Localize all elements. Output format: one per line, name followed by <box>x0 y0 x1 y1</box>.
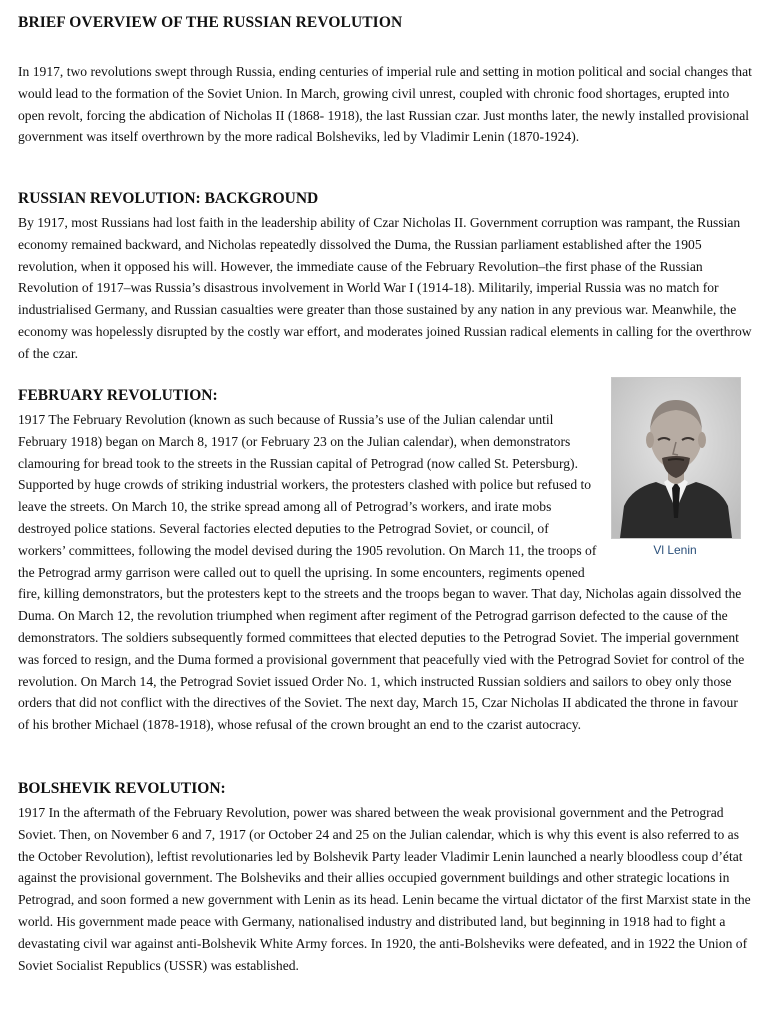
portrait-caption: Vl Lenin <box>653 543 697 557</box>
section-heading-bolshevik: BOLSHEVIK REVOLUTION: <box>18 780 226 797</box>
section-body-bolshevik: 1917 In the aftermath of the February Revolution, power was shared between the weak provisional government and the Petrograd Soviet. Then, on November 6 and 7, 1917 (or October 24 and 25 on the Julian calendar, which is why this event is also referred to as the October Revolution), leftist revolutionaries led by Bolshevik Party leader Vladimir Lenin launched a nearly bloodless coup d’état against the provisional government. The Bolsheviks and their allies occupied government buildings and other strategic locations in Petrograd, and soon formed a new government with Lenin as its head. Lenin became the virtual dictator of the first Marxist state in the world. His government made peace with Germany, nationalised industry and distributed land, but beginning in 1918 had to fight a devastating civil war against anti-Bolshevik White Army forces. In 1920, the anti-Bolsheviks were defeated, and in 1922 the Union of Soviet Socialist Republics (USSR) was established. <box>18 805 751 973</box>
section-body-background: By 1917, most Russians had lost faith in the leadership ability of Czar Nicholas II. Government corruption was rampant, the Russian economy remained backward, and Nicholas repeatedly dissolved the Duma, the Russian parliament established after the 1905 revolution, when it opposed his will. However, the immediate cause of the February Revolution–the first phase of the Russian Revolution of 1917–was Russia’s disastrous involvement in World War I (1914-18). Militarily, imperial Russia was no match for industrialised Germany, and Russian casualties were greater than those sustained by any nation in any previous war. Meanwhile, the economy was hopelessly disrupted by the costly war effort, and moderates joined Russian radical elements in calling for the overthrow of the czar. <box>18 215 752 361</box>
section-body-february-text: 1917 The February Revolution (known as such because of Russia’s use of the Julian calendar until February 1918) began on March 8, 1917 (or February 23 on the Julian calendar), when demonstrators clamouring for bread took to the streets in the Russian capital of Petrograd (now called St. Petersburg). Supported by huge crowds of striking industrial workers, the protesters clashed with police but refused to leave the streets. On March 10, the strike spread among all of Petrograd’s workers, and irate mobs destroyed police stations. Several factories elected deputies to the Petrograd Soviet, or council, of workers’ committees, following the model devised during the 1905 revolution. On March 11, the troops of the Petrograd army garrison were called out to quell the uprising. In some encounters, regiments opened fire, killing demonstrators, but the protesters kept to the streets and the troops began to waver. That day, Nicholas again dissolved the Duma. On March 12, the revolution triumphed when regiment after regiment of the Petrograd garrison defected to the cause of the demonstrators. The soldiers subsequently formed committees that elected deputies to the Petrograd Soviet. The imperial government was forced to resign, and the Duma formed a provisional government that peacefully vied with the Petrograd Soviet for control of the revolution. On March 14, the Petrograd Soviet issued Order No. 1, which instructed Russian soldiers and sailors to obey only those orders that did not conflict with the directives of the Soviet. The next day, March 15, Czar Nicholas II abdicated the throne in favour of his brother Michael (1878-1918), whose refusal of the crown brought an end to the czarist autocracy. <box>18 412 745 733</box>
document-title: BRIEF OVERVIEW OF THE RUSSIAN REVOLUTION <box>18 14 403 31</box>
section-heading-february: FEBRUARY REVOLUTION: <box>18 387 218 404</box>
lenin-portrait-image <box>611 377 741 539</box>
section-heading-background: RUSSIAN REVOLUTION: BACKGROUND <box>18 190 319 207</box>
portrait-photo-icon <box>612 378 740 538</box>
intro-paragraph: In 1917, two revolutions swept through Russia, ending centuries of imperial rule and setting in motion political and social changes that would lead to the formation of the Soviet Union. In March, growing civil unrest, coupled with chronic food shortages, erupted into open revolt, forcing the abdication of Nicholas II (1868- 1918), the last Russian czar. Just months later, the newly installed provisional government was itself overthrown by the more radical Bolsheviks, led by Vladimir Lenin (1870-1924). <box>18 64 752 145</box>
